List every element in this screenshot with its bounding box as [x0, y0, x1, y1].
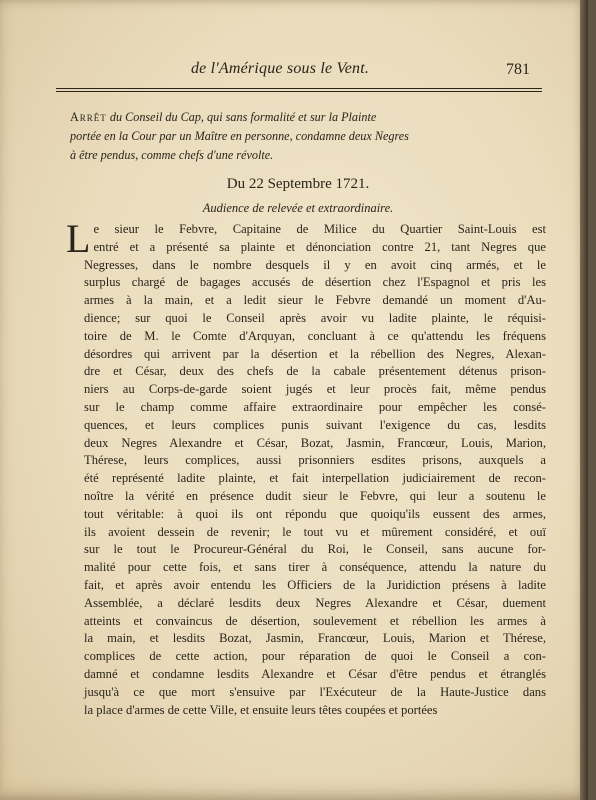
body-line-text: jusqu'à ce que mort s'ensuive par l'Exécuteur de la Haute-Justice dans: [84, 684, 546, 699]
page-number: 781: [506, 61, 530, 78]
body-line: [84, 648, 546, 666]
body-line-text: noître la vérité en présence dudit sieur le Febvre, qui leur a soutenu le: [84, 488, 546, 503]
body-line-text: tout véritable: à quoi ils ont répondu que quoiqu'ils eussent des armes,: [84, 506, 546, 521]
body-line: [84, 684, 546, 702]
body-line-text: la place d'armes de cette Ville, et ensuite leurs têtes coupées et portées: [84, 702, 438, 717]
body-line: [84, 595, 546, 613]
body-line: [84, 541, 546, 559]
caption-lead-word: Arrêt: [70, 110, 107, 124]
caption-line: [70, 108, 538, 127]
body-line: [84, 292, 546, 310]
body-line: [84, 274, 546, 292]
body-line-text: Thérese, leurs complices, aussi prisonniers esdites prisons, auxquels a: [84, 453, 546, 468]
body-line-text: damné et condamne lesdits Alexandre et César d'être pendus et étranglés: [84, 666, 546, 681]
caption-line-rest: du Conseil du Cap, qui sans formalité et sur la Plainte: [106, 110, 377, 124]
body-line: [84, 559, 546, 577]
body-line-text: dre et César, deux des chefs de la cabale présentement détenus prison-: [84, 364, 546, 379]
body-line-text: quences, et leurs complices punis suivant l'exigence du cas, lesdits: [84, 417, 546, 432]
body-line-text: été représenté ladite plainte, et fait interpellation judiciairement de recon-: [84, 471, 546, 486]
body-line: [84, 470, 546, 488]
body-line-text: fait, et après avoir entendu les Officiers de la Juridiction présens à ladite: [84, 577, 546, 592]
body-line: [84, 452, 546, 470]
drop-cap-letter: L: [66, 216, 91, 261]
decree-body: [66, 216, 546, 719]
body-line: [84, 488, 546, 506]
body-line: [84, 702, 546, 720]
body-line: [84, 346, 546, 364]
body-line: [84, 524, 546, 542]
body-line-text: sur le champ comme affaire extraordinaire pour empêcher les consé-: [84, 399, 546, 414]
body-line: [84, 239, 546, 257]
running-title: de l'Amérique sous le Vent.: [190, 60, 370, 77]
body-line: [84, 310, 546, 328]
body-line-text: toire de M. le Comte d'Arquyan, concluant à ce qu'attendu les fréquens: [84, 328, 546, 343]
body-line-text: désordres qui arrivent par la désertion et la rébellion des Negres, Alexan-: [84, 346, 546, 361]
body-line-text: niers au Corps-de-garde soient jugés et leur procès fait, même pendus: [84, 382, 546, 397]
body-line-text: dience; sur quoi le Conseil après avoir vu ladite plainte, le réquisi-: [84, 310, 546, 325]
body-line-text: ils avoient dessein de revenir; le tout vu et mûrement considéré, et ouï: [84, 524, 546, 539]
body-line-text: complices de cette action, pour réparation de quoi le Conseil a con-: [84, 649, 546, 664]
caption-line: à être pendus, comme chefs d'une révolte.: [70, 148, 274, 162]
decree-caption: [70, 108, 538, 165]
body-line: [84, 613, 546, 631]
caption-line: portée en la Cour par un Maître en personne, condamne deux Negres: [70, 129, 409, 143]
body-line-text: sur le tout le Procureur-Général du Roi, le Conseil, sans aucune for-: [84, 542, 546, 557]
body-line: [84, 666, 546, 684]
header-rule-double: [56, 91, 542, 92]
body-line-text: atteints et convaincus de désertion, soulevement et rébellion les armes à: [84, 613, 546, 628]
body-line-text: Assemblée, a déclaré lesdits deux Negres Alexandre et César, duement: [84, 595, 546, 610]
body-line-text: malité pour cette fois, et sans tirer à conséquence, attendu la nature du: [84, 560, 546, 575]
body-line: [84, 363, 546, 381]
body-line: [84, 577, 546, 595]
body-line-text: e sieur le Febvre, Capitaine de Milice du Quartier Saint-Louis est: [93, 222, 546, 236]
body-line: [84, 630, 546, 648]
audience-subheading: Audience de relevée et extraordinaire.: [202, 201, 394, 215]
header-rule: [56, 88, 542, 89]
body-line: [84, 328, 546, 346]
body-line-text: entré et a présenté sa plainte et dénonciation contre 21, tant Negres que: [93, 239, 546, 254]
body-line: [84, 257, 546, 275]
body-line: [84, 506, 546, 524]
body-line: [84, 435, 546, 453]
book-spine-edge: [580, 0, 588, 800]
body-line: [84, 399, 546, 417]
body-line-text: Negresses, dans le nombre desquels il y en avoit cinq armés, et le: [84, 257, 546, 272]
body-line-text: surplus chargé de bagages accusés de désertion chez l'Espagnol et pris les: [84, 275, 546, 290]
body-line-text: la main, et lesdits Bozat, Jasmin, Francœur, Louis, Marion et Thérese,: [84, 631, 546, 646]
decree-date: Du 22 Septembre 1721.: [226, 176, 370, 192]
body-line: [84, 417, 546, 435]
body-line-text: deux Negres Alexandre et César, Bozat, Jasmin, Francœur, Louis, Marion,: [84, 435, 546, 450]
body-line: [84, 381, 546, 399]
body-line-text: armes à la main, et a ledit sieur le Febvre demandé un moment d'Au-: [84, 293, 546, 308]
